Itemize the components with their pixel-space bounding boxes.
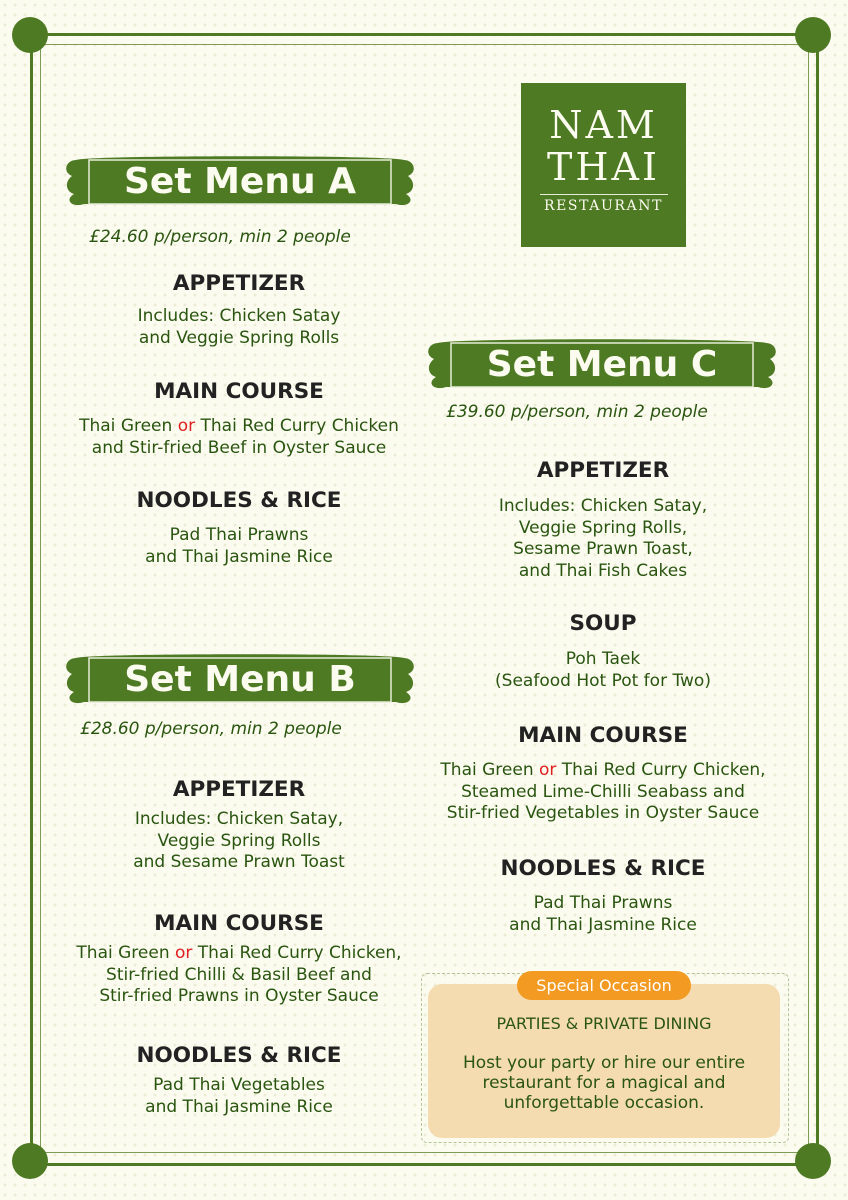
logo-subtitle: RESTAURANT [543,198,664,214]
menu-a-noodles-line: and Thai Jasmine Rice [145,546,333,567]
menu-b-main-heading: MAIN COURSE [154,911,324,936]
menu-c-noodles-line: and Thai Jasmine Rice [509,914,697,935]
logo-line-1: NAM [549,103,658,147]
set-menu-c-title: Set Menu C [486,344,718,385]
corner-dot-icon [795,17,831,53]
menu-b-appetizer-line: Includes: Chicken Satay, [134,809,344,829]
set-menu-b-banner [62,650,418,710]
menu-c-appetizer-line: and Thai Fish Cakes [518,560,688,581]
menu-c-appetizer-line: Veggie Spring Rolls, [518,517,688,538]
menu-c-main-line: Thai Green or Thai Red Curry Chicken, [440,760,766,780]
special-occasion-text [428,1053,780,1113]
set-menu-b-title: Set Menu B [124,659,356,700]
menu-c-main-heading: MAIN COURSE [518,723,688,748]
menu-b-appetizer-items [50,809,428,874]
menu-c-noodles-heading: NOODLES & RICE [500,856,706,881]
menu-c-soup-line: Poh Taek [565,649,641,669]
corner-dot-icon [795,1143,831,1179]
set-menu-a-banner [62,152,418,212]
menu-a-appetizer-heading: APPETIZER [172,271,306,296]
menu-c-main-line: Stir-fried Vegetables in Oyster Sauce [446,803,760,823]
menu-a-main-heading: MAIN COURSE [154,379,324,404]
set-menu-a-title: Set Menu A [124,161,356,202]
menu-b-noodles-line: Pad Thai Vegetables [153,1075,325,1095]
logo-line-2: THAI [547,145,660,189]
set-menu-b-price: £28.60 p/person, min 2 people [80,719,342,739]
set-menu-c-price: £39.60 p/person, min 2 people [446,402,708,422]
menu-c-noodles-items [420,893,786,936]
special-occasion-badge: Special Occasion [517,971,691,1000]
special-occasion-line: unforgettable occasion. [503,1093,705,1113]
menu-b-main-items [50,943,428,1008]
menu-a-noodles-heading: NOODLES & RICE [136,488,342,513]
menu-b-main-line: Stir-fried Chilli & Basil Beef and [106,964,372,985]
menu-b-appetizer-heading: APPETIZER [172,777,306,802]
menu-c-appetizer-heading: APPETIZER [536,458,670,483]
menu-c-appetizer-line: Sesame Prawn Toast, [513,539,693,559]
special-occasion-title: PARTIES & PRIVATE DINING [496,1014,712,1033]
corner-dot-icon [12,1143,48,1179]
menu-a-main-line: and Stir-fried Beef in Oyster Sauce [91,437,387,458]
menu-c-soup-heading: SOUP [569,611,637,636]
menu-c-main-items [420,760,786,825]
special-occasion-line: Host your party or hire our entire [462,1053,746,1073]
menu-a-noodles-items [50,525,428,568]
menu-c-soup-items [420,649,786,692]
or-connector: or [175,943,193,963]
menu-b-main-line: Thai Green or Thai Red Curry Chicken, [76,943,402,963]
menu-c-appetizer-items [420,496,786,582]
menu-c-noodles-line: Pad Thai Prawns [533,893,673,913]
menu-b-main-line: Stir-fried Prawns in Oyster Sauce [99,986,379,1006]
menu-b-appetizer-line: Veggie Spring Rolls [157,830,321,851]
or-connector: or [177,416,196,436]
logo-divider [540,194,668,195]
menu-a-appetizer-line: Includes: Chicken Satay [137,306,341,326]
menu-b-appetizer-line: and Sesame Prawn Toast [133,852,345,872]
set-menu-c-banner [424,335,780,395]
menu-a-appetizer-items [50,306,428,349]
menu-a-main-items [50,416,428,459]
special-occasion-line: restaurant for a magical and [482,1073,726,1093]
menu-c-soup-line: (Seafood Hot Pot for Two) [495,670,711,691]
menu-b-noodles-heading: NOODLES & RICE [136,1043,342,1068]
menu-c-main-line: Steamed Lime-Chilli Seabass and [461,781,745,802]
set-menu-a-price: £24.60 p/person, min 2 people [89,227,351,247]
menu-a-main-line: Thai Green or Thai Red Curry Chicken [79,416,399,436]
or-connector: or [539,760,557,780]
menu-a-appetizer-line: and Veggie Spring Rolls [138,327,340,348]
menu-c-appetizer-line: Includes: Chicken Satay, [498,496,708,516]
corner-dot-icon [12,17,48,53]
restaurant-logo [521,83,686,247]
menu-b-noodles-line: and Thai Jasmine Rice [145,1096,333,1117]
menu-a-noodles-line: Pad Thai Prawns [169,525,309,545]
menu-b-noodles-items [50,1075,428,1118]
